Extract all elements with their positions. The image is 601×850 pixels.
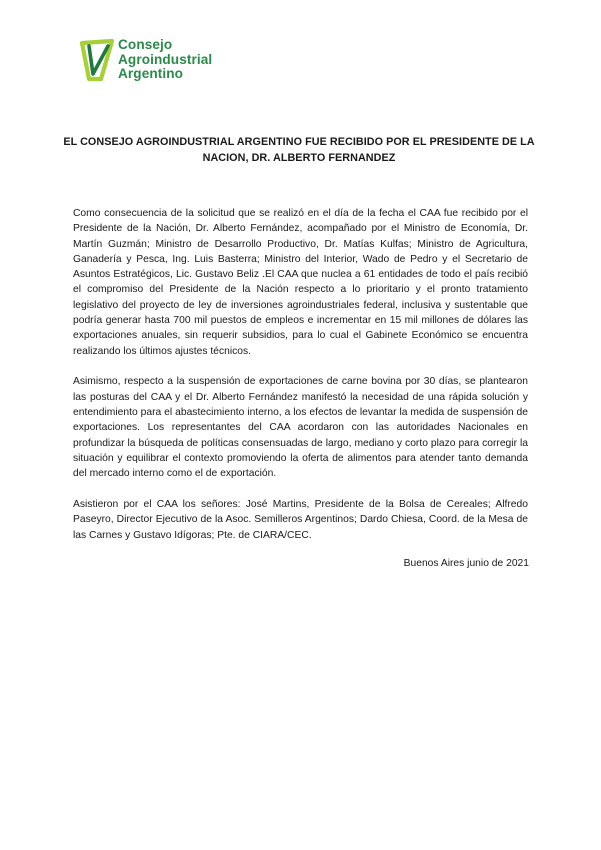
- signoff-place-date: Buenos Aires junio de 2021: [403, 558, 529, 569]
- caa-logo-mark-icon: [79, 38, 117, 82]
- org-name: [118, 38, 212, 82]
- body-text: [73, 206, 528, 558]
- org-name-line-2: Agroindustrial: [118, 51, 213, 67]
- paragraph-2: Asimismo, respecto a la suspensión de exportaciones de carne bovina por 30 días, se plantearon las posturas del CAA y el Dr. Alberto Fernández manifestó la necesidad de una rápida solución y entendimiento para el abastecimiento interno, a los efectos de levantar la medida de suspensión de exportaciones. Los representantes del CAA acordaron con las autoridades Nacionales en profundizar la búsqueda de políticas consensuadas de largo, mediano y corto plazo para corregir la situación y equilibrar el contexto promoviendo la oferta de alimentos para atender tanto demanda del mercado interno como el de exportación.: [73, 376, 528, 480]
- org-name-line-1: Consejo: [118, 37, 173, 52]
- paragraph-1: Como consecuencia de la solicitud que se realizó en el día de la fecha el CAA fue recibido por el Presidente de la Nación, Dr. Alberto Fernández, acompañado por el Ministro de Economía, Dr. Martín Guzmán; Ministro de Desarrollo Productivo, Dr. Matías Kulfas; Ministro de Agricultura, Ganadería y Pesca, Ing. Luis Basterra; Ministro del Interior, Wado de Pedro y el Secretario de Asuntos Estratégicos, Lic. Gustavo Beliz .El CAA que nuclea a 61 entidades de todo el país recibió el compromiso del Presidente de la Nación respecto a lo prioritario y el pronto tratamiento legislativo del proyecto de ley de inversiones agroindustriales federal, inclusiva y sustentable que podría generar hasta 700 mil puestos de empleos e incrementar en 15 mil millones de dólares las exportaciones anuales, sin requerir subsidios, para lo cual el Gabinete Económico se encuentra realizando los últimos ajustes técnicos.: [73, 208, 528, 357]
- org-logo: [79, 38, 212, 82]
- headline: EL CONSEJO AGROINDUSTRIAL ARGENTINO FUE RECIBIDO POR EL PRESIDENTE DE LA NACION, DR. ALBERTO FERNANDEZ: [63, 136, 535, 164]
- org-name-line-3: Argentino: [118, 66, 184, 82]
- paragraph-3: Asistieron por el CAA los señores: José Martins, Presidente de la Bolsa de Cereales; Alfredo Paseyro, Director Ejecutivo de la Asoc. Semilleros Argentinos; Dardo Chiesa, Coord. de la Mesa de las Carnes y Gustavo Idígoras; Pte. de CIARA/CEC.: [73, 499, 528, 541]
